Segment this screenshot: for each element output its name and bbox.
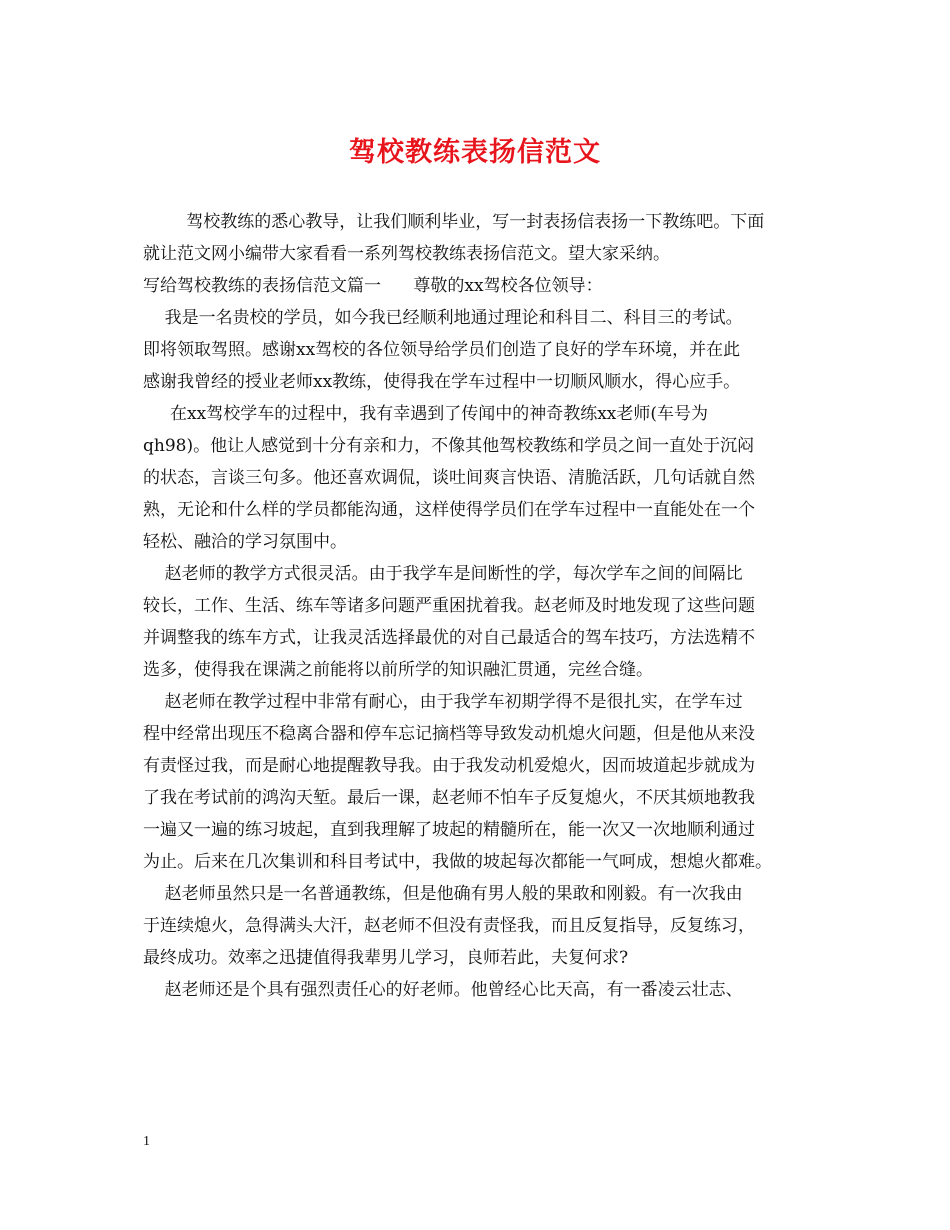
body-line: 并调整我的练车方式，让我灵活选择最优的对自己最适合的驾车技巧，方法选精不: [143, 628, 755, 648]
body-line: 赵老师还是个具有强烈责任心的好老师。他曾经心比天高，有一番凌云壮志、: [143, 980, 743, 1000]
body-line: 赵老师的教学方式很灵活。由于我学车是间断性的学，每次学车之间的间隔比: [143, 564, 743, 584]
body-line: 程中经常出现压不稳离合器和停车忘记摘档等导致发动机熄火问题，但是他从来没: [143, 724, 755, 744]
body-line: 我是一名贵校的学员，如今我已经顺利地通过理论和科目二、科目三的考试。: [143, 308, 743, 328]
body-line: qh98)。他让人感觉到十分有亲和力，不像其他驾校教练和学员之间一直处于沉闷: [143, 436, 755, 456]
body-line: 感谢我曾经的授业老师xx教练，使得我在学车过程中一切顺风顺水，得心应手。: [143, 372, 741, 392]
body-line: 于连续熄火，急得满头大汗，赵老师不但没有责怪我，而且反复指导，反复练习，: [143, 916, 755, 936]
body-line: 轻松、融洽的学习氛围中。: [143, 532, 347, 552]
body-line: 一遍又一遍的练习坡起，直到我理解了坡起的精髓所在，能一次又一次地顺利通过: [143, 820, 755, 840]
body-line: 赵老师在教学过程中非常有耐心，由于我学车初期学得不是很扎实，在学车过: [143, 692, 743, 712]
document-body: [143, 206, 820, 1006]
body-line: 在xx驾校学车的过程中，我有幸遇到了传闻中的神奇教练xx老师(车号为: [143, 404, 708, 424]
body-line: 赵老师虽然只是一名普通教练，但是他确有男人般的果敢和刚毅。有一次我由: [143, 884, 743, 904]
body-line: 有责怪过我，而是耐心地提醒教导我。由于我发动机爱熄火，因而坡道起步就成为: [143, 756, 755, 776]
body-line: 最终成功。效率之迅捷值得我辈男儿学习，良师若此，夫复何求?: [143, 948, 629, 968]
body-line: 就让范文网小编带大家看看一系列驾校教练表扬信范文。望大家采纳。: [143, 244, 670, 264]
page-number: 1: [143, 1134, 150, 1149]
body-line: 较长，工作、生活、练车等诸多问题严重困扰着我。赵老师及时地发现了这些问题: [143, 596, 755, 616]
body-line: 驾校教练的悉心教导，让我们顺利毕业，写一封表扬信表扬一下教练吧。下面: [143, 212, 765, 232]
document-title: 驾校教练表扬信范文: [349, 137, 601, 168]
body-line: 写给驾校教练的表扬信范文篇一 尊敬的xx驾校各位领导：: [143, 276, 603, 296]
body-line: 即将领取驾照。感谢xx驾校的各位领导给学员们创造了良好的学车环境，并在此: [143, 340, 741, 360]
body-line: 的状态，言谈三句多。他还喜欢调侃，谈吐间爽言快语、清脆活跃，几句话就自然: [143, 468, 755, 488]
body-line: 选多，使得我在课满之前能将以前所学的知识融汇贯通，完丝合缝。: [143, 660, 653, 680]
body-line: 了我在考试前的鸿沟天堑。最后一课，赵老师不怕车子反复熄火，不厌其烦地教我: [143, 788, 755, 808]
body-line: 为止。后来在几次集训和科目考试中，我做的坡起每次都能一气呵成，想熄火都难。: [143, 852, 772, 872]
body-line: 熟，无论和什么样的学员都能沟通，这样使得学员们在学车过程中一直能处在一个: [143, 500, 755, 520]
